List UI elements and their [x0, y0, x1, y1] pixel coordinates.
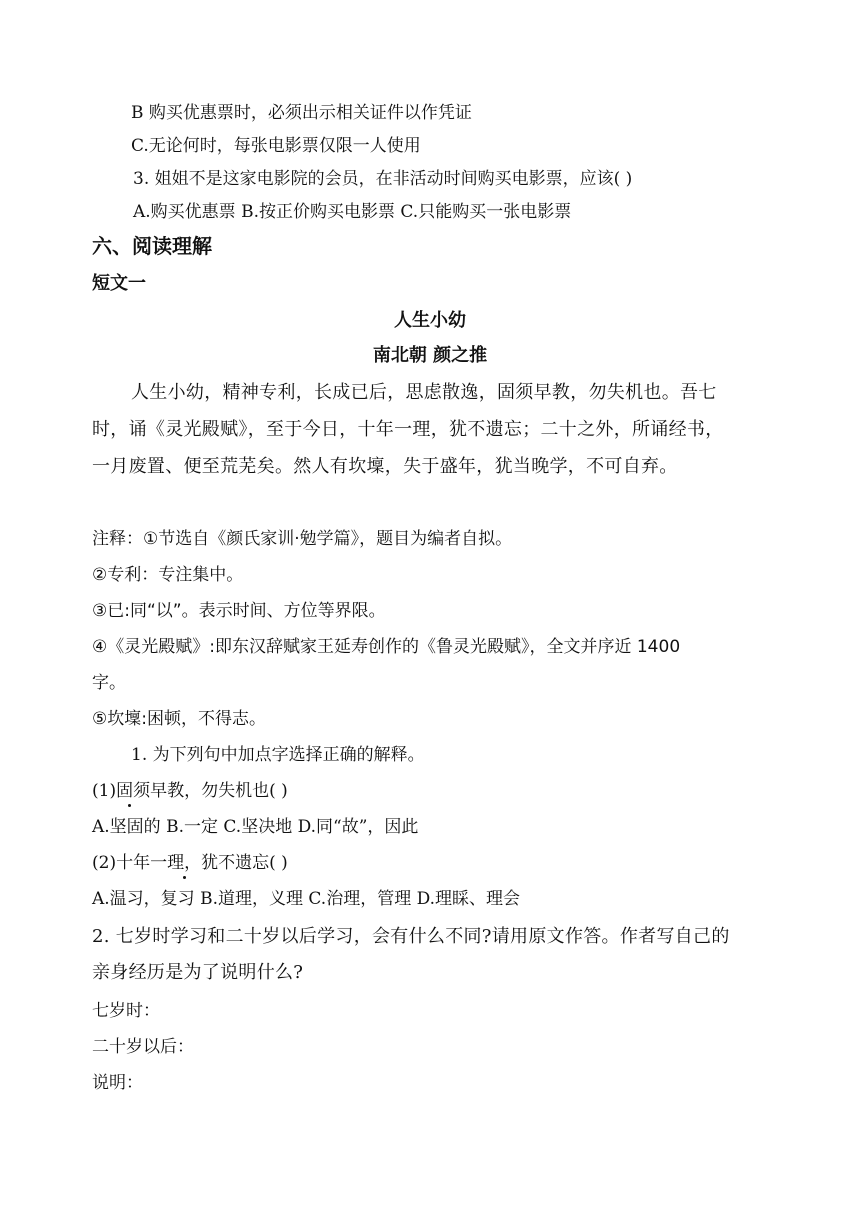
passage-title: 人生小幼: [394, 310, 466, 331]
passage-label: 短文一: [92, 273, 146, 294]
question-1-1: (1)固须早教，勿失机也( ): [92, 781, 288, 801]
answer-twenty-label: 二十岁以后：: [92, 1037, 194, 1057]
note-1: 注释：①节选自《颜氏家训·勉学篇》，题目为编者自拟。: [92, 529, 513, 549]
note-2: ②专利：专注集中。: [92, 565, 244, 585]
answer-explain-label: 说明：: [92, 1073, 143, 1093]
question-3: 3. 姐姐不是这家电影院的会员，在非活动时间购买电影票，应该( ): [133, 169, 633, 189]
passage-author: 南北朝 颜之推: [372, 345, 488, 366]
passage-line: 一月废置、便至荒芜矣。然人有坎壈，失于盛年，犹当晚学，不可自弃。: [92, 456, 678, 477]
passage-line: 时，诵《灵光殿赋》，至于今日，十年一理，犹不遗忘；二十之外，所诵经书，: [92, 419, 724, 440]
question-3-choices: A.购买优惠票 B.按正价购买电影票 C.只能购买一张电影票: [133, 202, 572, 222]
option-b: B 购买优惠票时，必须出示相关证件以作凭证: [131, 103, 472, 123]
question-1-2: (2)十年一理，犹不遗忘( ): [92, 853, 288, 873]
passage-line: 人生小幼，精神专利，长成已后，思虑散逸，固须早教，勿失机也。吾七: [131, 382, 717, 403]
note-5: ⑤坎壈:困顿，不得志。: [92, 709, 266, 729]
answer-seven-label: 七岁时：: [92, 1001, 160, 1021]
question-1-1-choices: A.坚固的 B.一定 C.坚决地 D.同“故”，因此: [92, 817, 419, 837]
note-4-continued: 字。: [92, 673, 126, 693]
emphasis-dot: [183, 876, 186, 879]
question-2: 2. 七岁时学习和二十岁以后学习，会有什么不同?请用原文作答。作者写自己的: [92, 926, 730, 947]
note-3: ③已:同“以”。表示时间、方位等界限。: [92, 601, 386, 621]
question-2-continued: 亲身经历是为了说明什么?: [92, 962, 304, 983]
section-title: 六、阅读理解: [92, 234, 212, 258]
question-1-2-choices: A.温习，复习 B.道理，义理 C.治理，管理 D.理睬、理会: [92, 889, 521, 909]
note-4: ④《灵光殿赋》:即东汉辞赋家王延寿创作的《鲁灵光殿赋》，全文并序近 1400: [92, 637, 681, 657]
option-c: C.无论何时，每张电影票仅限一人使用: [131, 136, 421, 156]
emphasis-dot: [128, 804, 131, 807]
question-1: 1. 为下列句中加点字选择正确的解释。: [131, 745, 425, 765]
